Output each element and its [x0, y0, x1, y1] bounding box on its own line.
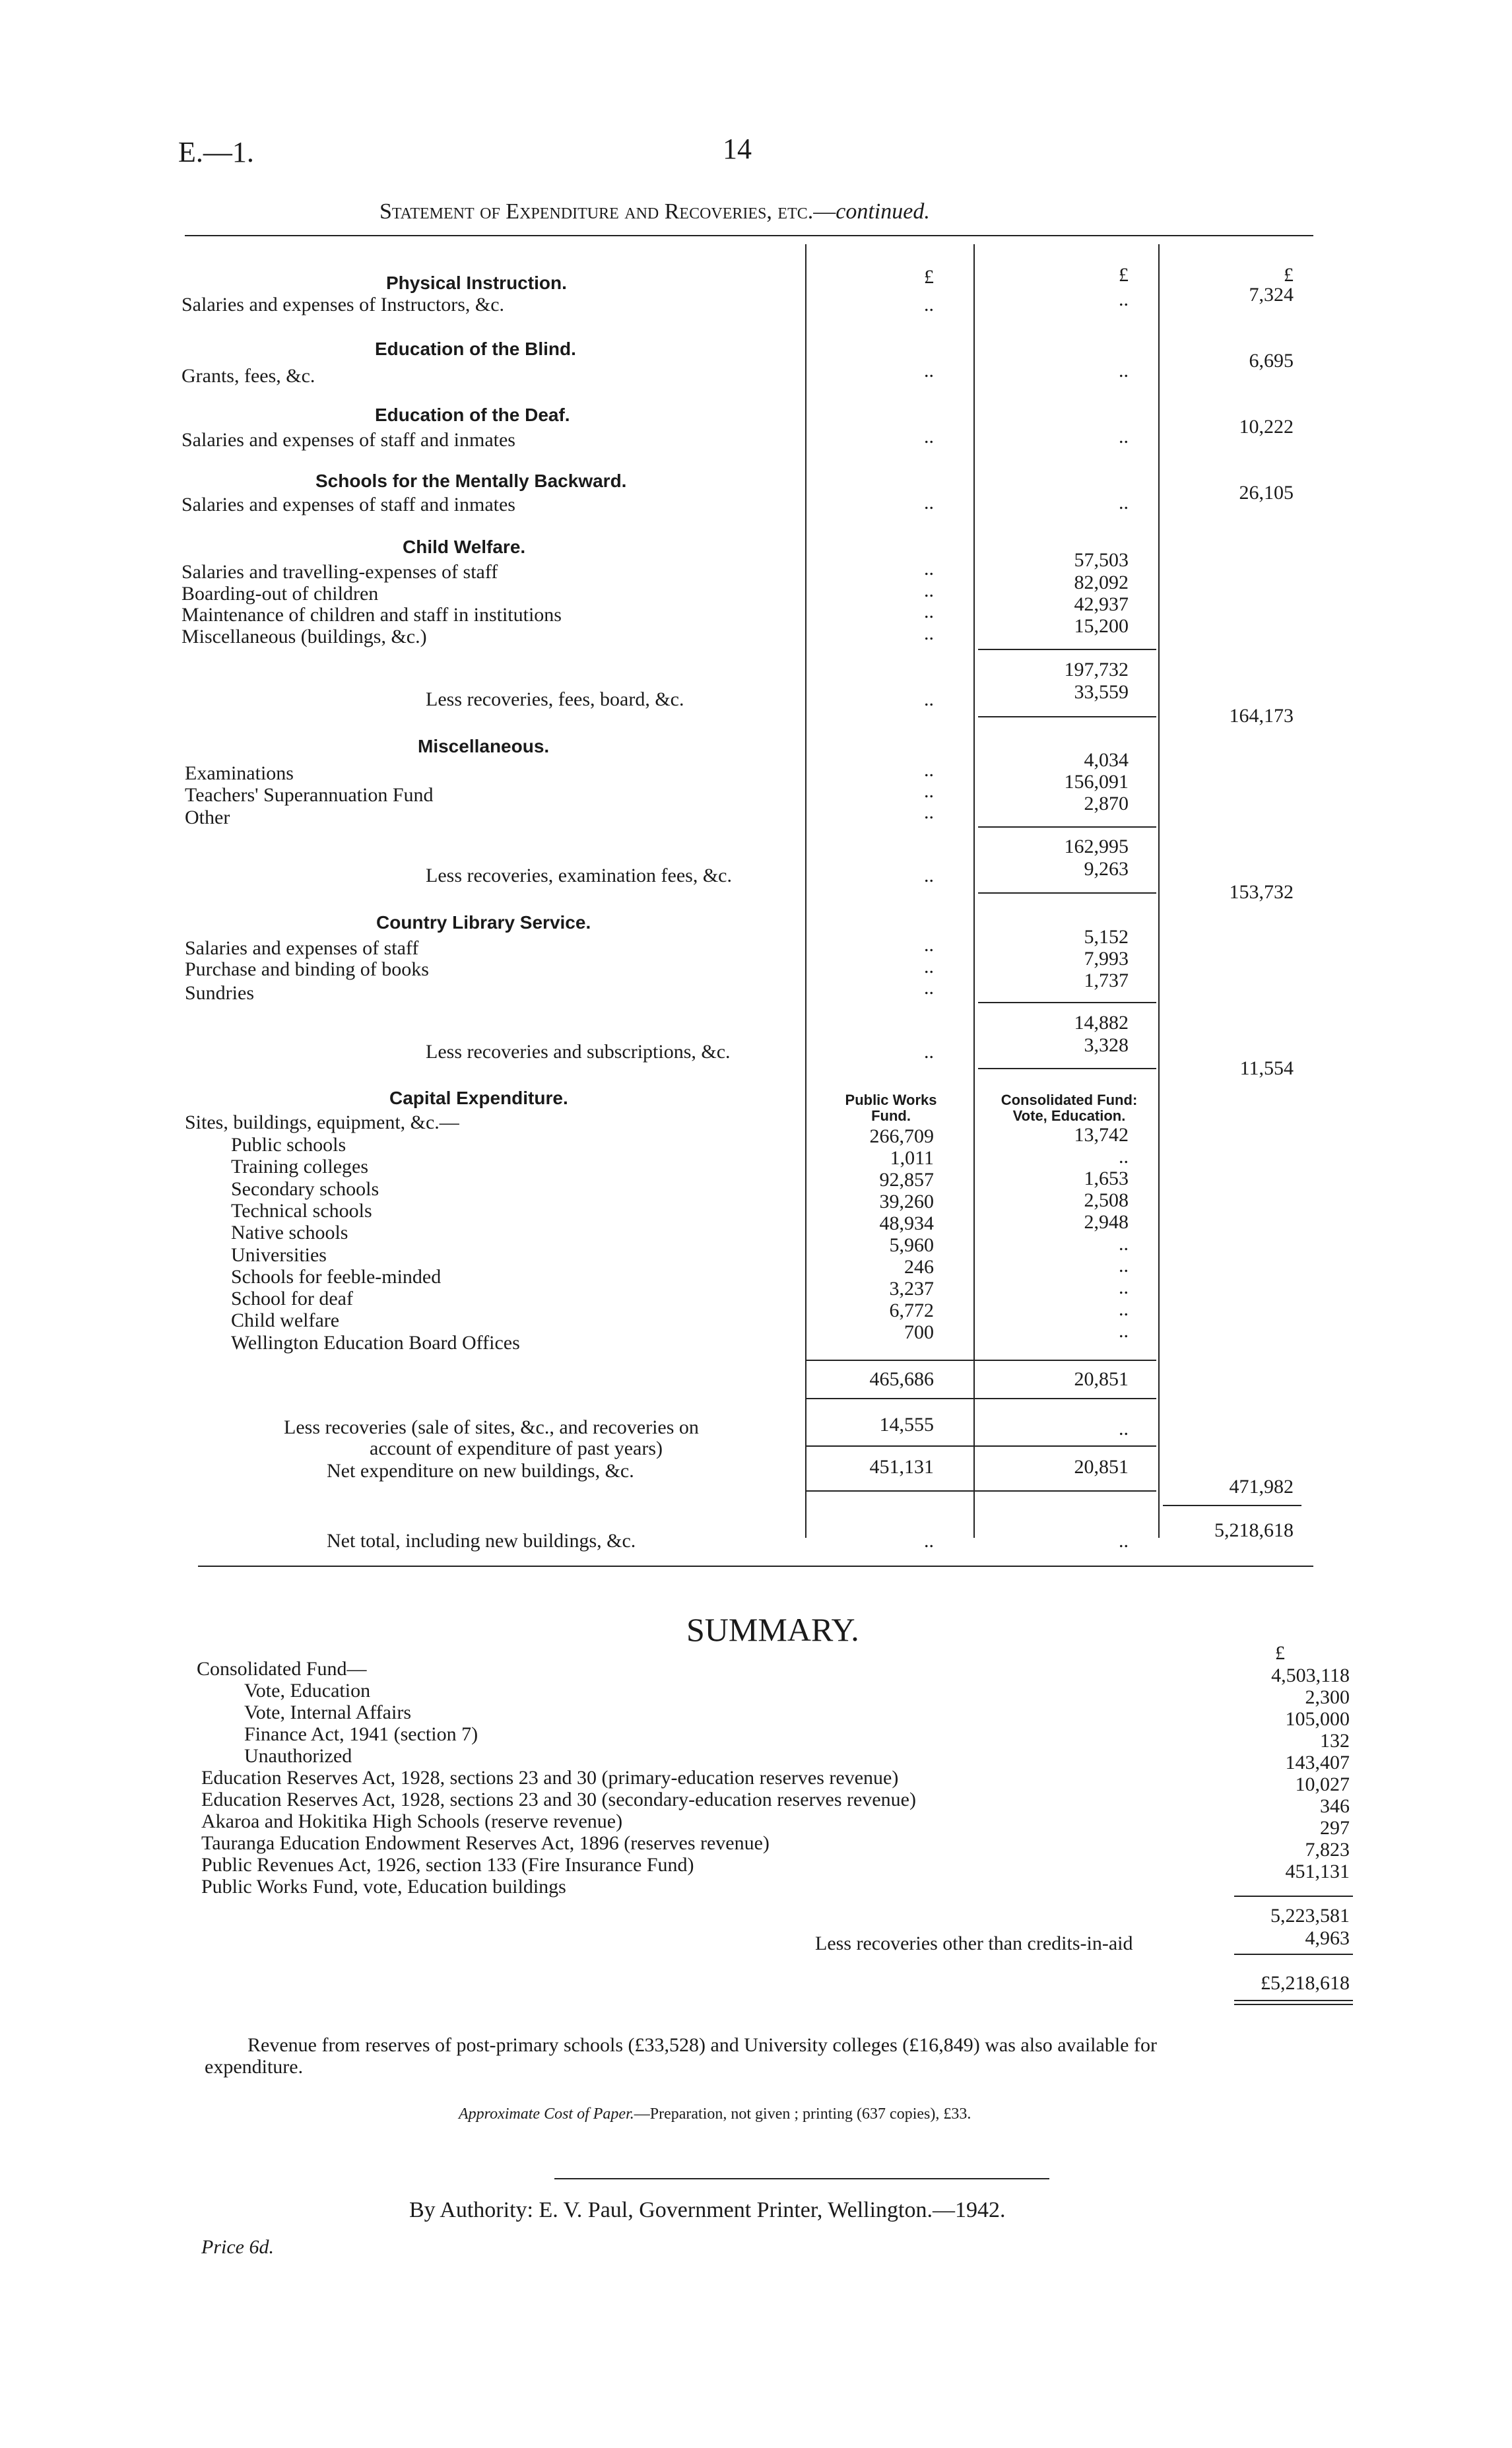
child-less-value: 33,559 — [1074, 681, 1129, 703]
backward-c2: .. — [1119, 492, 1129, 513]
backward-total: 26,105 — [1239, 482, 1294, 504]
column-divider-1 — [805, 244, 806, 1538]
reserves-note-line2: expenditure. — [205, 2056, 304, 2078]
list-item: Examinations — [185, 762, 294, 784]
summary-subtotal: 5,223,581 — [1270, 1905, 1350, 1927]
child-item-0-c2: 57,503 — [1074, 549, 1129, 571]
child-less-c1: .. — [924, 688, 934, 710]
capital-item-8-c1: 6,772 — [889, 1300, 934, 1321]
capital-less-rule — [806, 1445, 1156, 1447]
physical-total: 7,324 — [1249, 284, 1294, 306]
list-item: Salaries and expenses of staff — [185, 937, 419, 959]
section-heading-backward: Schools for the Mentally Backward. — [315, 471, 627, 491]
library-less-label: Less recoveries and subscriptions, &c. — [426, 1041, 731, 1063]
library-item-0-c2: 5,152 — [1084, 926, 1129, 948]
child-less-label: Less recoveries, fees, board, &c. — [426, 688, 684, 710]
capital-subtotal-c2: 20,851 — [1074, 1368, 1129, 1390]
statement-title — [379, 199, 930, 224]
library-item-1-c1: .. — [924, 956, 934, 977]
capital-item-6-c1: 246 — [904, 1256, 934, 1278]
section-heading-child-welfare: Child Welfare. — [403, 537, 526, 557]
child-subtotal: 197,732 — [1064, 659, 1129, 680]
child-item-3-c1: .. — [924, 622, 934, 644]
authority-line: By Authority: E. V. Paul, Government Printer, Wellington.—1942. — [409, 2198, 1006, 2222]
deaf-c2: .. — [1119, 426, 1129, 447]
misc-subtotal: 162,995 — [1064, 836, 1129, 857]
table-row: Technical schools — [231, 1200, 372, 1222]
blind-c2: .. — [1119, 360, 1129, 381]
child-item-1-c1: .. — [924, 579, 934, 601]
library-less-value: 3,328 — [1084, 1034, 1129, 1056]
reserves-note-line1: Revenue from reserves of post-primary schools (£33,528) and University colleges (£16,849) was also available for — [247, 2034, 1157, 2056]
deaf-total: 10,222 — [1239, 416, 1294, 438]
library-item-0-c1: .. — [924, 934, 934, 956]
capital-item-6-c2: .. — [1119, 1255, 1129, 1276]
section-heading-deaf: Education of the Deaf. — [375, 405, 570, 425]
misc-less-label: Less recoveries, examination fees, &c. — [426, 865, 732, 886]
net-total-value: 5,218,618 — [1214, 1519, 1294, 1541]
table-top-rule — [185, 235, 1313, 236]
capital-item-8-c2: .. — [1119, 1298, 1129, 1320]
section-heading-physical: Physical Instruction. — [386, 273, 567, 293]
capital-item-5-c1: 5,960 — [889, 1234, 934, 1256]
cost-of-paper-label: Approximate Cost of Paper. — [459, 2105, 634, 2123]
column-divider-3 — [1158, 244, 1160, 1538]
library-item-2-c1: .. — [924, 977, 934, 999]
capital-less-c1: 14,555 — [879, 1414, 934, 1436]
capital-item-7-c1: 3,237 — [889, 1278, 934, 1300]
capital-item-2-c2: 1,653 — [1084, 1168, 1129, 1189]
grand-total-rule — [1163, 1505, 1301, 1506]
library-total: 11,554 — [1239, 1057, 1294, 1079]
capital-net-label: Net expenditure on new buildings, &c. — [327, 1460, 634, 1482]
child-total: 164,173 — [1229, 705, 1294, 727]
list-item: Maintenance of children and staff in institutions — [181, 604, 562, 626]
deaf-line-label: Salaries and expenses of staff and inmates — [181, 429, 515, 451]
capital-net-c1: 451,131 — [869, 1456, 934, 1478]
statement-title-continued: continued. — [836, 199, 930, 224]
summary-value-7: 297 — [1320, 1817, 1350, 1839]
backward-c1: .. — [924, 492, 934, 513]
capital-net-c2: 20,851 — [1074, 1456, 1129, 1478]
summary-value-4: 143,407 — [1285, 1752, 1350, 1773]
misc-less-value: 9,263 — [1084, 858, 1129, 880]
capital-col2-heading: Consolidated Fund: Vote, Education. — [1001, 1092, 1138, 1124]
misc-item-0-c1: .. — [924, 759, 934, 781]
blind-c1: .. — [924, 360, 934, 381]
summary-value-9: 451,131 — [1285, 1861, 1350, 1882]
misc-item-0-c2: 4,034 — [1084, 749, 1129, 771]
capital-item-2-c1: 92,857 — [879, 1169, 934, 1191]
list-item: Sundries — [185, 982, 254, 1004]
library-item-1-c2: 7,993 — [1084, 948, 1129, 970]
misc-subtotal-rule — [978, 826, 1156, 828]
table-row: Child welfare — [231, 1309, 340, 1331]
list-item: Vote, Education — [244, 1680, 371, 1702]
summary-value-3: 132 — [1320, 1730, 1350, 1752]
capital-item-9-c1: 700 — [904, 1321, 934, 1343]
capital-net-rule — [806, 1490, 1156, 1492]
table-row: Universities — [231, 1244, 327, 1266]
capital-subtotal-c1: 465,686 — [869, 1368, 934, 1390]
capital-item-7-c2: .. — [1119, 1276, 1129, 1298]
page-number: 14 — [723, 133, 752, 165]
misc-item-1-c1: .. — [924, 780, 934, 802]
report-reference: E.—1. — [178, 136, 254, 168]
list-item: Miscellaneous (buildings, &c.) — [181, 626, 427, 647]
misc-total: 153,732 — [1229, 881, 1294, 903]
summary-value-5: 10,027 — [1295, 1773, 1350, 1795]
column-pound-2: £ — [1119, 264, 1129, 286]
table-row: School for deaf — [231, 1288, 353, 1309]
backward-line-label: Salaries and expenses of staff and inmates — [181, 494, 515, 515]
table-row: Training colleges — [231, 1156, 369, 1177]
deaf-c1: .. — [924, 426, 934, 447]
blind-total: 6,695 — [1249, 350, 1294, 372]
capital-item-1-c2: .. — [1119, 1146, 1129, 1168]
table-row: Secondary schools — [231, 1178, 379, 1200]
list-item: Public Works Fund, vote, Education buildings — [201, 1876, 566, 1898]
child-item-1-c2: 82,092 — [1074, 572, 1129, 593]
child-less-rule — [978, 716, 1156, 717]
blind-line-label: Grants, fees, &c. — [181, 365, 315, 387]
cost-of-paper-text: —Preparation, not given ; printing (637 copies), £33. — [634, 2105, 971, 2123]
child-subtotal-rule — [978, 649, 1156, 650]
capital-item-4-c2: 2,948 — [1084, 1211, 1129, 1233]
column-divider-2 — [973, 244, 975, 1538]
summary-title: SUMMARY. — [686, 1611, 859, 1648]
list-item: Salaries and travelling-expenses of staff — [181, 561, 498, 583]
list-item: Teachers' Superannuation Fund — [185, 784, 434, 806]
net-total-c2: .. — [1119, 1530, 1129, 1552]
child-item-2-c1: .. — [924, 601, 934, 622]
misc-less-c1: .. — [924, 865, 934, 886]
summary-value-8: 7,823 — [1305, 1839, 1350, 1861]
misc-item-2-c1: .. — [924, 801, 934, 823]
list-item: Education Reserves Act, 1928, sections 23 and 30 (secondary-education reserves revenue) — [201, 1789, 916, 1810]
price: Price 6d. — [201, 2236, 274, 2258]
list-item: Finance Act, 1941 (section 7) — [244, 1723, 478, 1745]
capital-total: 471,982 — [1229, 1476, 1294, 1498]
table-row: Schools for feeble-minded — [231, 1266, 442, 1288]
list-item: Tauranga Education Endowment Reserves Act, 1896 (reserves revenue) — [201, 1832, 770, 1854]
summary-value-2: 105,000 — [1285, 1708, 1350, 1730]
capital-item-9-c2: .. — [1119, 1320, 1129, 1342]
summary-less-label: Less recoveries other than credits-in-aid — [815, 1933, 1133, 1954]
library-less-c1: .. — [924, 1041, 934, 1063]
list-item: Purchase and binding of books — [185, 958, 429, 980]
summary-subtotal-rule — [1234, 1896, 1353, 1897]
physical-line-label: Salaries and expenses of Instructors, &c. — [181, 294, 505, 315]
summary-total: £5,218,618 — [1261, 1972, 1350, 1994]
capital-subtotal-rule — [806, 1360, 1156, 1361]
capital-less-c2: .. — [1119, 1418, 1129, 1439]
summary-total-double-rule-1 — [1234, 2000, 1353, 2001]
child-item-3-c2: 15,200 — [1074, 615, 1129, 637]
section-heading-capital: Capital Expenditure. — [389, 1088, 568, 1108]
capital-item-4-c1: 48,934 — [879, 1212, 934, 1234]
child-item-0-c1: .. — [924, 558, 934, 579]
section-heading-misc: Miscellaneous. — [418, 736, 550, 756]
table-bottom-rule — [198, 1566, 1313, 1567]
summary-pound: £ — [1275, 1642, 1285, 1664]
table-row: Wellington Education Board Offices — [231, 1332, 520, 1354]
summary-cf-label: Consolidated Fund— — [197, 1658, 367, 1680]
list-item: Other — [185, 807, 230, 828]
list-item: Education Reserves Act, 1928, sections 23 and 30 (primary-education reserves revenue) — [201, 1767, 899, 1789]
section-heading-blind: Education of the Blind. — [375, 339, 576, 359]
summary-total-double-rule-2 — [1234, 2004, 1353, 2005]
capital-less-label-2: account of expenditure of past years) — [370, 1438, 663, 1459]
section-heading-library: Country Library Service. — [376, 912, 591, 933]
table-row: Public schools — [231, 1134, 346, 1156]
misc-less-rule — [978, 892, 1156, 894]
column-pound-1: £ — [924, 266, 934, 288]
misc-item-1-c2: 156,091 — [1064, 771, 1129, 793]
capital-item-1-c1: 1,011 — [890, 1147, 934, 1169]
list-item: Akaroa and Hokitika High Schools (reserve revenue) — [201, 1810, 623, 1832]
authority-rule — [554, 2178, 1049, 2179]
library-less-rule — [978, 1068, 1156, 1069]
misc-item-2-c2: 2,870 — [1084, 793, 1129, 814]
capital-item-3-c2: 2,508 — [1084, 1189, 1129, 1211]
summary-value-1: 2,300 — [1305, 1686, 1350, 1708]
capital-less-label-1: Less recoveries (sale of sites, &c., and recoveries on — [284, 1416, 699, 1438]
capital-intro: Sites, buildings, equipment, &c.— — [185, 1111, 459, 1133]
summary-value-6: 346 — [1320, 1795, 1350, 1817]
list-item: Boarding-out of children — [181, 583, 379, 605]
list-item: Unauthorized — [244, 1745, 352, 1767]
capital-item-5-c2: .. — [1119, 1233, 1129, 1255]
capital-item-3-c1: 39,260 — [879, 1191, 934, 1212]
physical-c2: .. — [1119, 288, 1129, 310]
library-subtotal: 14,882 — [1074, 1012, 1129, 1034]
summary-less-value: 4,963 — [1305, 1927, 1350, 1949]
cost-of-paper — [459, 2105, 971, 2123]
summary-value-0: 4,503,118 — [1271, 1665, 1350, 1686]
net-total-label: Net total, including new buildings, &c. — [327, 1530, 636, 1552]
capital-col1-heading: Public Works Fund. — [845, 1092, 937, 1124]
capital-item-0-c2: 13,742 — [1074, 1124, 1129, 1146]
library-subtotal-rule — [978, 1002, 1156, 1003]
physical-c1: .. — [924, 294, 934, 315]
statement-title-text: Statement of Expenditure and Recoveries, etc.— — [379, 199, 836, 224]
column-pound-3: £ — [1284, 264, 1294, 286]
list-item: Vote, Internal Affairs — [244, 1702, 411, 1723]
table-row: Native schools — [231, 1222, 348, 1243]
capital-item-0-c1: 266,709 — [869, 1125, 934, 1147]
net-total-c1: .. — [924, 1530, 934, 1552]
child-item-2-c2: 42,937 — [1074, 593, 1129, 615]
capital-subtotal-rule-2 — [806, 1398, 1156, 1399]
library-item-2-c2: 1,737 — [1084, 970, 1129, 991]
list-item: Public Revenues Act, 1926, section 133 (Fire Insurance Fund) — [201, 1854, 694, 1876]
summary-total-rule — [1234, 1954, 1353, 1955]
